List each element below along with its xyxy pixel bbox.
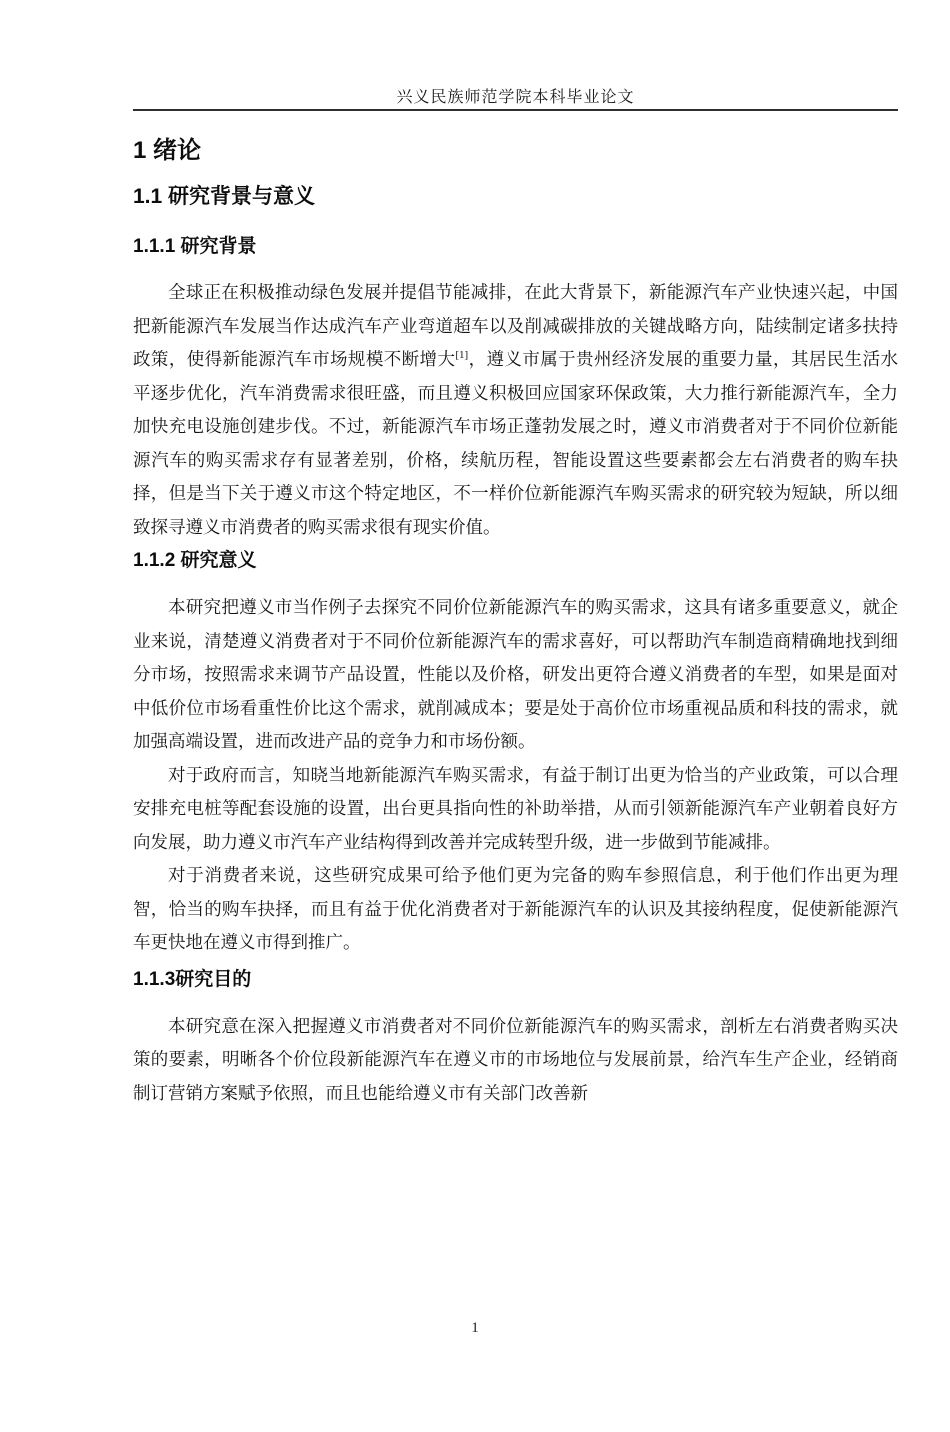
section-heading-background-significance: 1.1 研究背景与意义 [133,185,316,208]
paragraph-significance-enterprise: 本研究把遵义市当作例子去探究不同价位新能源汽车的购买需求，这具有诸多重要意义，就企业来说，清楚遵义消费者对于不同价位新能源汽车的需求喜好，可以帮助汽车制造商精确地找到细分市场，按照需求来调节产品设置，性能以及价格，研发出更符合遵义消费者的车型，如果是面对中低价位市场看重性价比这个需求，就削减成本；要是处于高价位市场重视品质和科技的需求，就加强高端设置，进而改进产品的竞争力和市场份额。 [133,597,898,751]
chapter-heading: 1 绪论 [133,137,202,164]
subsection-heading-research-background: 1.1.1 研究背景 [133,236,257,257]
paragraph-research-purpose: 本研究意在深入把握遵义市消费者对不同价位新能源汽车的购买需求，剖析左右消费者购买决策的要素，明晰各个价位段新能源汽车在遵义市的市场地位与发展前景，给汽车生产企业，经销商制订营销方案赋予依照，而且也能给遵义市有关部门改善新 [133,1015,898,1103]
paragraph-research-background [133,276,898,544]
subsection-heading-research-purpose: 1.1.3研究目的 [133,968,252,990]
page-number: 1 [471,1320,479,1336]
running-header [133,88,898,111]
subsection-heading-research-significance: 1.1.2 研究意义 [133,550,257,571]
thesis-page [0,88,950,1432]
paragraph-significance-government: 对于政府而言，知晓当地新能源汽车购买需求，有益于制订出更为恰当的产业政策，可以合理安排充电桩等配套设施的设置，出台更具指向性的补助举措，从而引领新能源汽车产业朝着良好方向发展，助力遵义市汽车产业结构得到改善并完成转型升级，进一步做到节能减排。 [133,764,898,852]
paragraph-significance-consumer: 对于消费者来说，这些研究成果可给予他们更为完备的购车参照信息，利于他们作出更为理智，恰当的购车抉择，而且有益于优化消费者对于新能源汽车的认识及其接纳程度，促使新能源汽车更快地在遵义市得到推广。 [133,865,898,952]
background-text-after-citation: ，遵义市属于贵州经济发展的重要力量，其居民生活水平逐步优化，汽车消费需求很旺盛，而且遵义积极回应国家环保政策，大力推行新能源汽车，全力加快充电设施创建步伐。不过，新能源汽车市场正蓬勃发展之时，遵义市消费者对于不同价位新能源汽车的购买需求存有显著差别，价格，续航历程，智能设置这些要素都会左右消费者的购车抉择，但是当下关于遵义市这个特定地区，不一样价位新能源汽车购买需求的研究较为短缺，所以细致探寻遵义市消费者的购买需求很有现实价值。 [133,349,898,537]
background-text-before-citation: 全球正在积极推动绿色发展并提倡节能减排，在此大背景下，新能源汽车产业快速兴起，中国把新能源汽车发展当作达成汽车产业弯道超车以及削减碳排放的关键战略方向，陆续制定诸多扶持政策，使得新能源汽车市场规模不断增大 [133,282,898,369]
running-header-title: 兴义民族师范学院本科毕业论文 [396,89,635,106]
citation-marker: [1] [455,349,469,362]
